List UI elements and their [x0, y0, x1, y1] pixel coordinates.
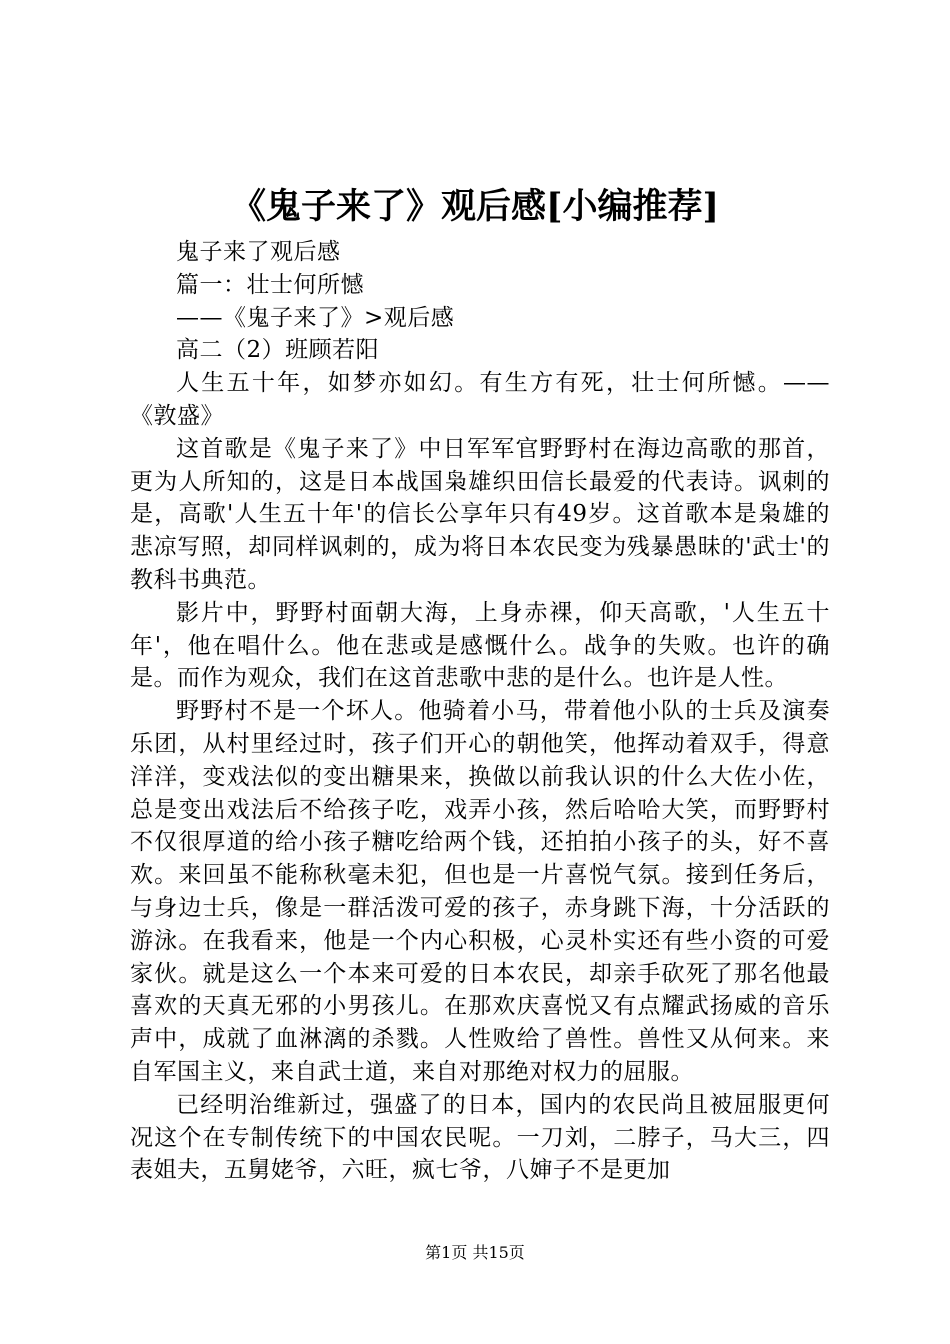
- paragraph-author: 高二（2）班顾若阳: [176, 337, 380, 364]
- document-body: [130, 236, 830, 1187]
- paragraph-body-3: 野野村不是一个坏人。他骑着小马，带着他小队的士兵及演奏乐团，从村里经过时，孩子们开心的朝他笑，他挥动着双手，得意洋洋，变戏法似的变出糖果来，换做以前我认识的什么大佐小佐，总是变出戏法后不给孩子吃，戏弄小孩，然后哈哈大笑，而野野村不仅很厚道的给小孩子糖吃给两个钱，还拍拍小孩子的头，好不喜欢。来回虽不能称秋毫未犯，但也是一片喜悦气氛。接到任务后，与身边士兵，像是一群活泼可爱的孩子，赤身跳下海，十分活跃的游泳。在我看来，他是一个内心积极，心灵朴实还有些小资的可爱家伙。就是这么一个本来可爱的日本农民，却亲手砍死了那名他最喜欢的天真无邪的小男孩儿。在那欢庆喜悦又有点耀武扬威的音乐声中，成就了血淋漓的杀戮。人性败给了兽性。兽性又从何来。来自军国主义，来自武士道，来自对那绝对权力的屈服。: [130, 698, 830, 1085]
- paragraph-body-4: 已经明治维新过，强盛了的日本，国内的农民尚且被屈服更何况这个在专制传统下的中国农民呢。一刀刘，二脖子，马大三，四表姐夫，五舅姥爷，六旺，疯七爷，八婶子不是更加: [130, 1091, 830, 1184]
- paragraph-body-1: 这首歌是《鬼子来了》中日军军官野野村在海边高歌的那首，更为人所知的，这是日本战国枭雄织田信长最爱的代表诗。讽刺的是，高歌'人生五十年'的信长公享年只有49岁。这首歌本是枭雄的悲凉写照，却同样讽刺的，成为将日本农民变为残暴愚昧的'武士'的教科书典范。: [130, 435, 830, 593]
- paragraph-subtitle: 鬼子来了观后感: [176, 239, 341, 265]
- page-number-footer: 第1页 共15页: [425, 1243, 525, 1262]
- document-title: 《鬼子来了》观后感[小编推荐]: [230, 186, 720, 227]
- paragraph-chapter-heading: 篇一：壮士何所憾: [176, 271, 364, 298]
- paragraph-body-2: 影片中，野野村面朝大海，上身赤裸，仰天高歌，'人生五十年'，他在唱什么。他在悲或是感慨什么。战争的失败。也许的确是。而作为观众，我们在这首悲歌中悲的是什么。也许是人性。: [130, 599, 830, 692]
- paragraph-epigraph: 人生五十年，如梦亦如幻。有生方有死，壮士何所憾。——《敦盛》: [130, 370, 830, 429]
- paragraph-chapter-subheading: ——《鬼子来了》>观后感: [176, 304, 455, 331]
